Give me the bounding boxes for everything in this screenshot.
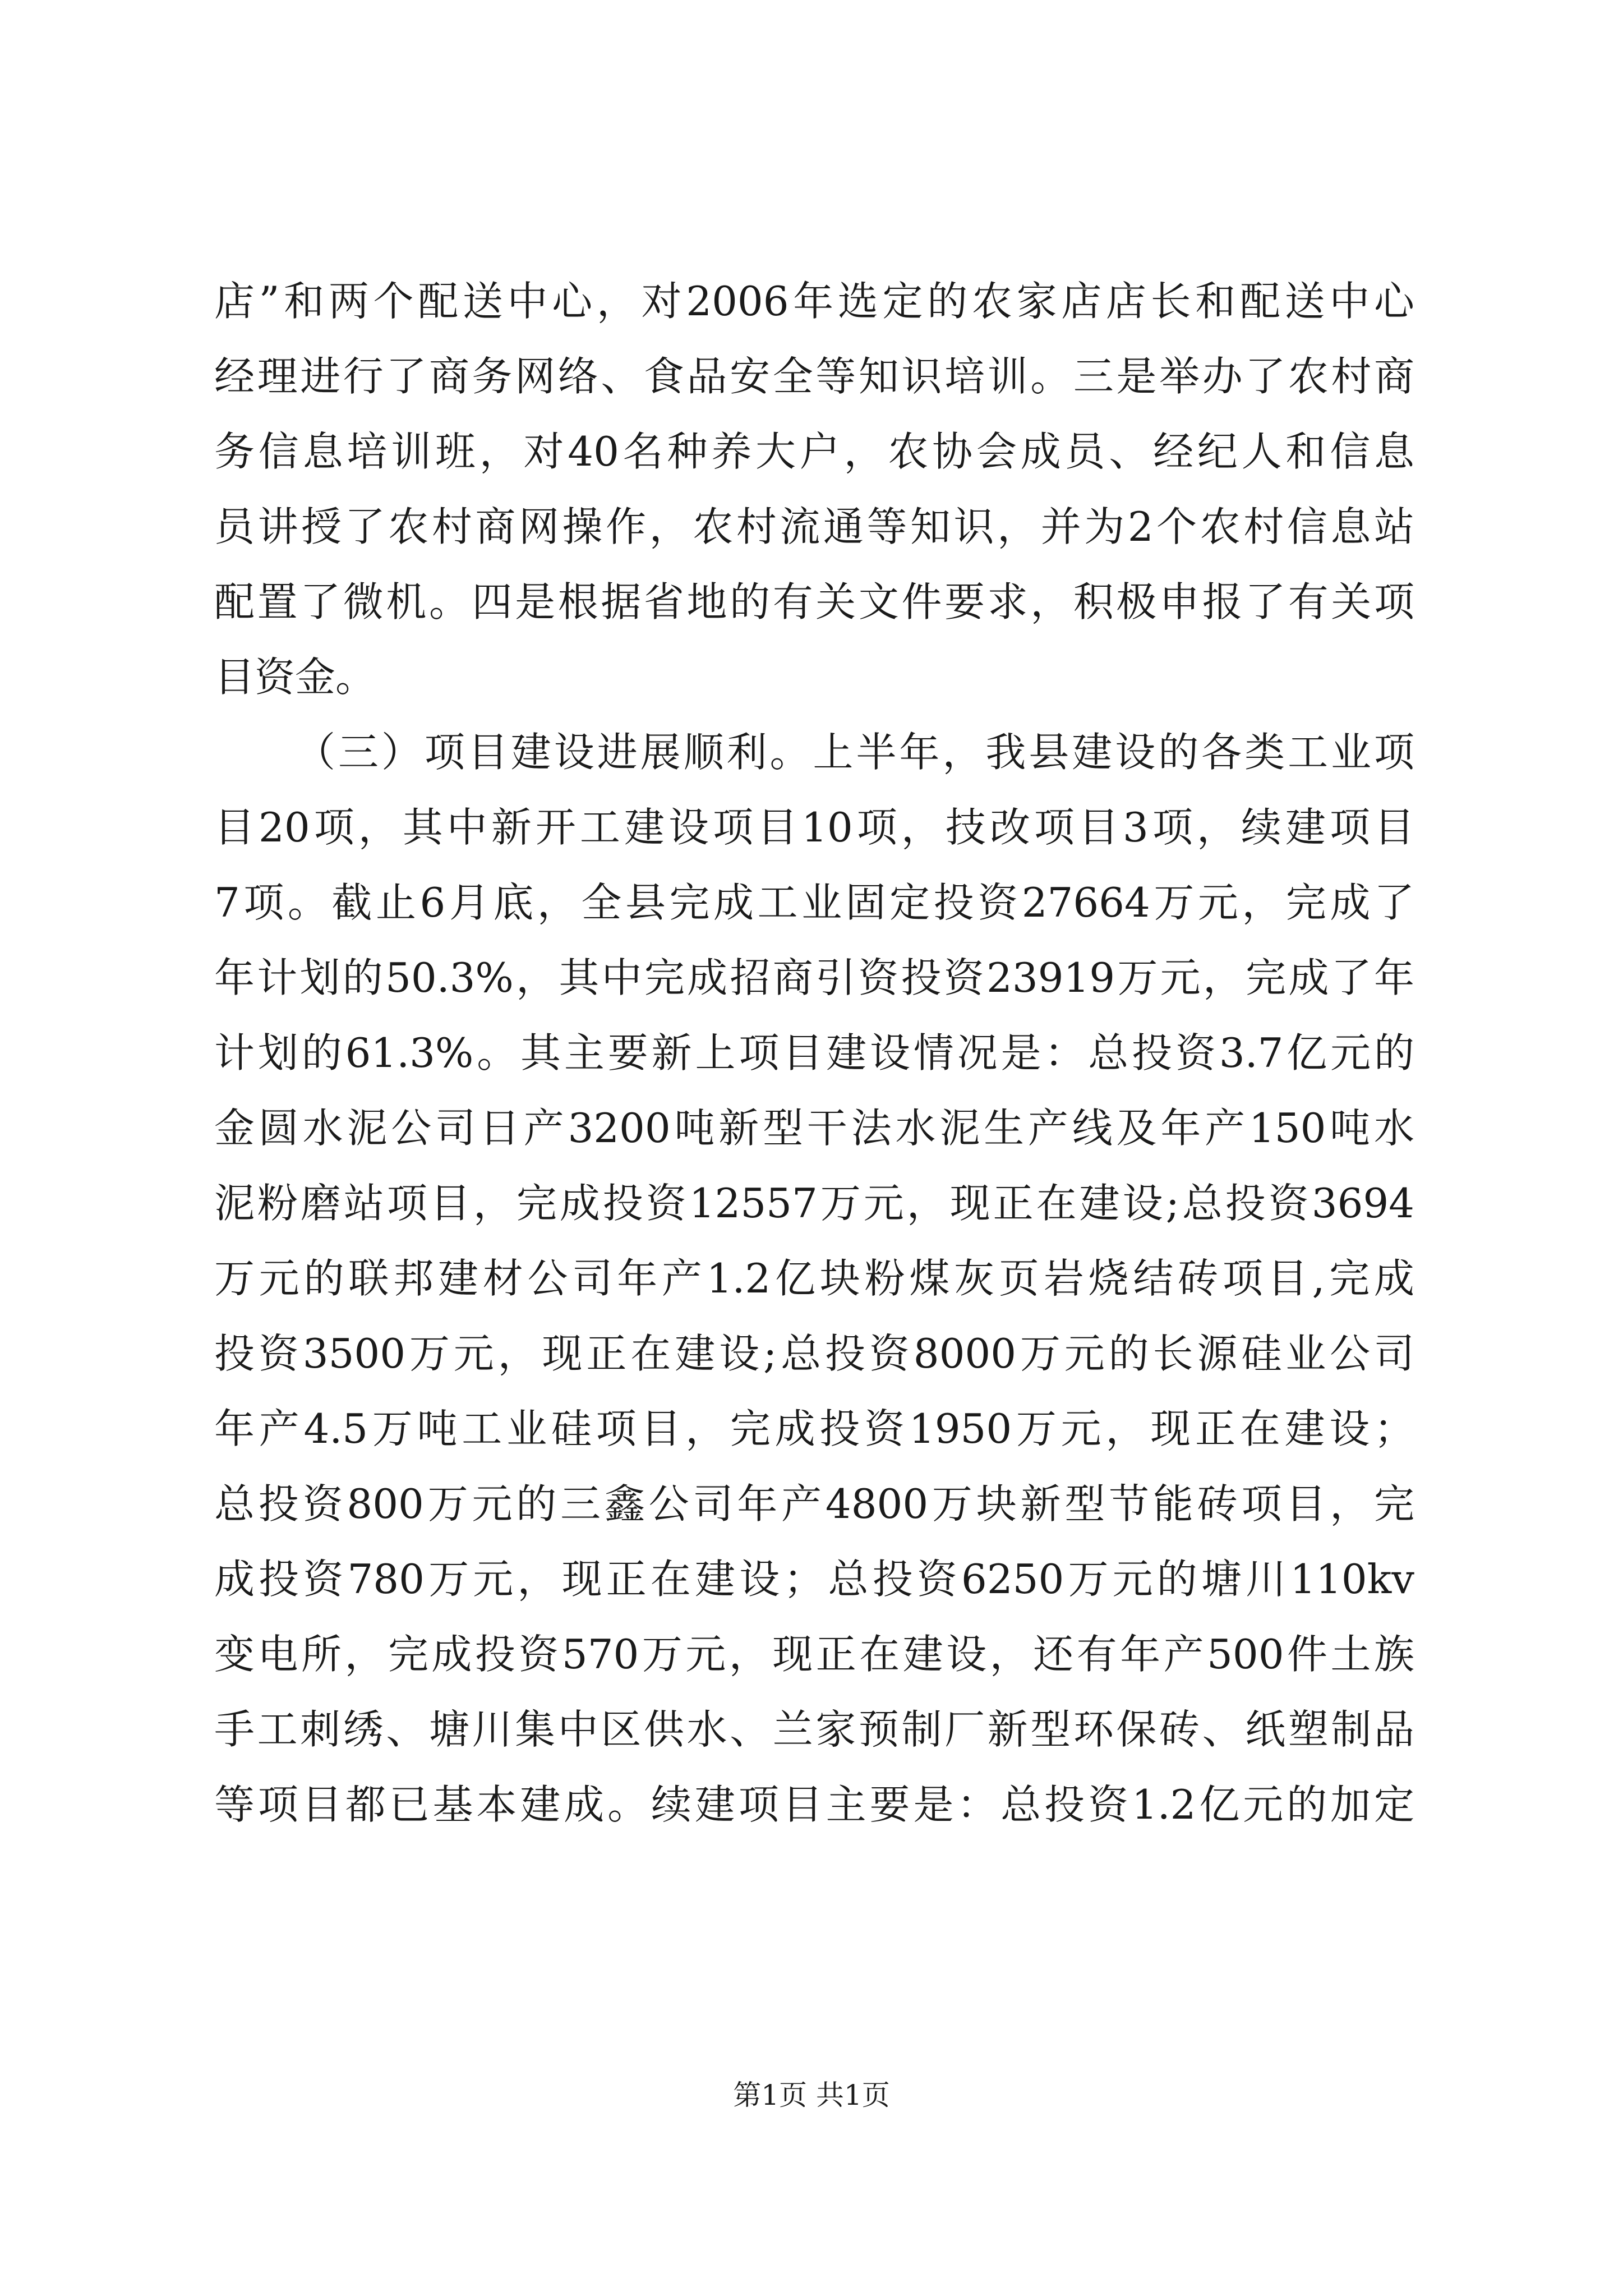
text-line: 万元的联邦建材公司年产1.2亿块粉煤灰页岩烧结砖项目,完成 xyxy=(214,1255,1414,1302)
text-line: 配置了微机。四是根据省地的有关文件要求，积极申报了有关项 xyxy=(214,578,1414,625)
text-line: 泥粉磨站项目，完成投资12557万元，现正在建设;总投资3694 xyxy=(214,1180,1414,1227)
text-line: 年产4.5万吨工业硅项目，完成投资1950万元，现正在建设； xyxy=(214,1405,1414,1452)
text-line: 手工刺绣、塘川集中区供水、兰家预制厂新型环保砖、纸塑制品 xyxy=(214,1706,1414,1753)
text-line: 员讲授了农村商网操作，农村流通等知识，并为2个农村信息站 xyxy=(214,503,1414,550)
page-footer xyxy=(0,2076,1623,2115)
text-line: 金圆水泥公司日产3200吨新型干法水泥生产线及年产150吨水 xyxy=(214,1105,1414,1152)
text-line: （三）项目建设进展顺利。上半年，我县建设的各类工业项 xyxy=(295,729,1414,776)
text-line: 目20项，其中新开工建设项目10项，技改项目3项，续建项目 xyxy=(214,804,1414,851)
text-line: 等项目都已基本建成。续建项目主要是：总投资1.2亿元的加定 xyxy=(214,1781,1414,1828)
page-number-label: 第1页 共1页 xyxy=(733,2079,890,2111)
text-line: 变电所，完成投资570万元，现正在建设，还有年产500件土族 xyxy=(214,1631,1414,1678)
text-line: 年计划的50.3%，其中完成招商引资投资23919万元，完成了年 xyxy=(214,954,1414,1001)
text-line: 目资金。 xyxy=(214,654,376,701)
text-line: 务信息培训班，对40名种养大户，农协会成员、经纪人和信息 xyxy=(214,428,1414,475)
text-line: 总投资800万元的三鑫公司年产4800万块新型节能砖项目，完 xyxy=(214,1480,1414,1527)
text-line: 投资3500万元，现正在建设;总投资8000万元的长源硅业公司 xyxy=(214,1330,1414,1377)
text-line: 7项。截止6月底，全县完成工业固定投资27664万元，完成了 xyxy=(214,879,1414,926)
text-line: 经理进行了商务网络、食品安全等知识培训。三是举办了农村商 xyxy=(214,353,1414,400)
text-line: 成投资780万元，现正在建设；总投资6250万元的塘川110kv xyxy=(214,1556,1414,1603)
text-line: 计划的61.3%。其主要新上项目建设情况是：总投资3.7亿元的 xyxy=(214,1029,1414,1076)
text-line: 店”和两个配送中心，对2006年选定的农家店店长和配送中心 xyxy=(214,278,1414,325)
document-body xyxy=(214,264,1414,1842)
